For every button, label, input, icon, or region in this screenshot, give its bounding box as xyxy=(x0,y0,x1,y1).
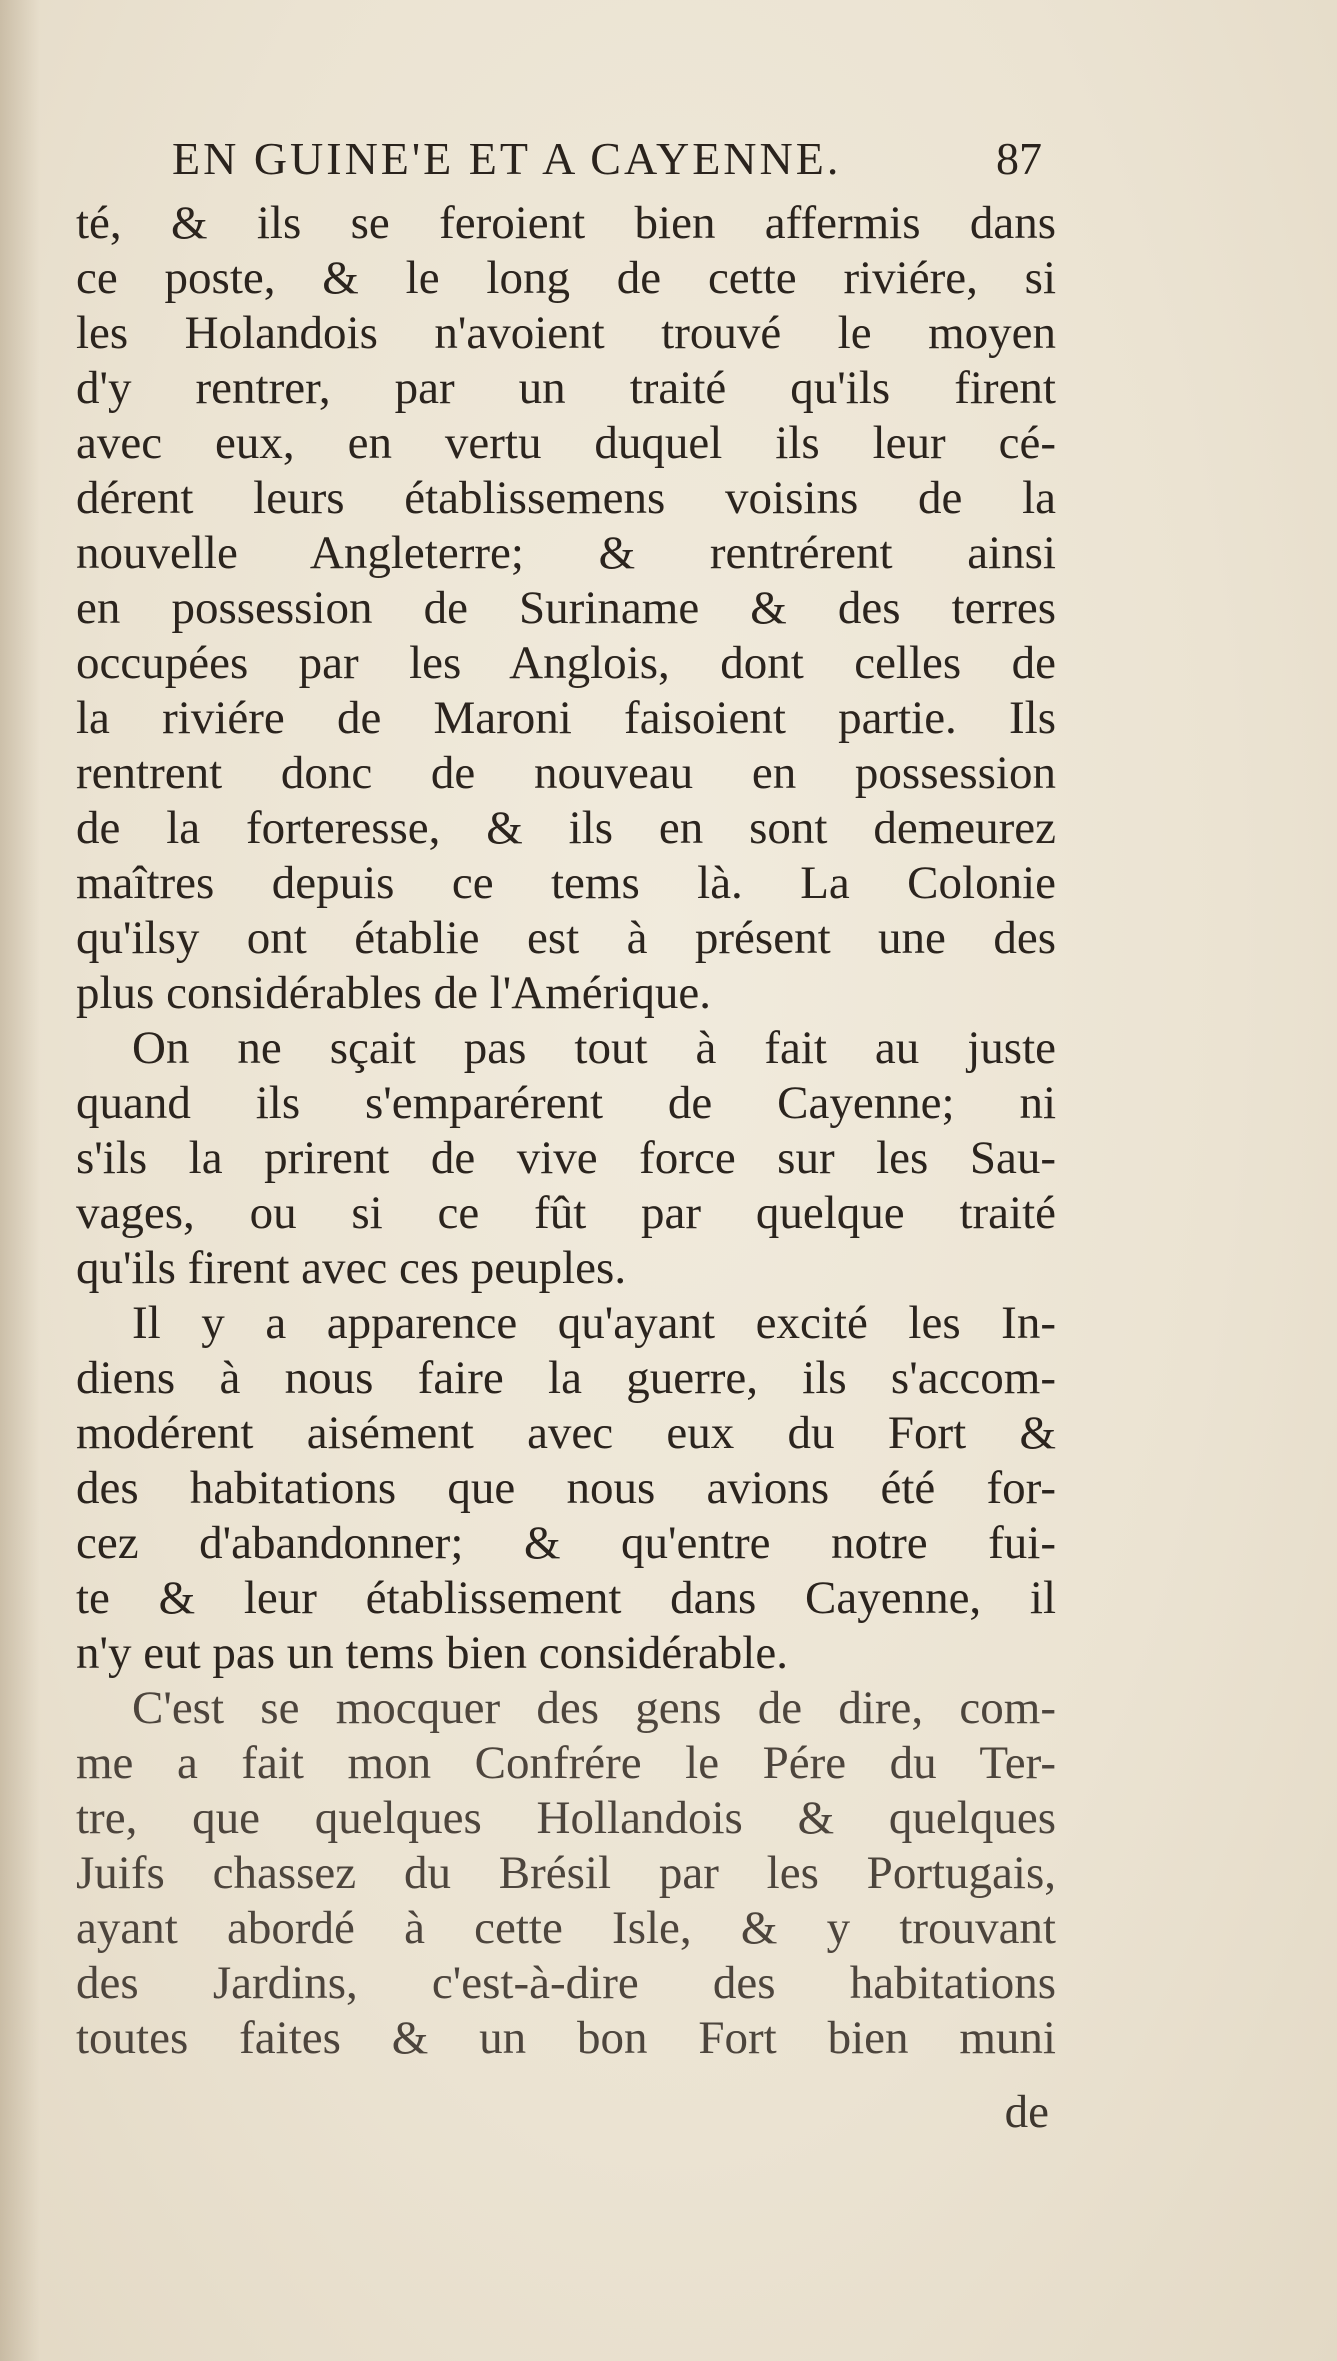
running-head: EN GUINE'E ET A CAYENNE. xyxy=(172,133,842,184)
text-line: d'y rentrer, par un traité qu'ils firent xyxy=(76,362,1056,414)
text-line: les Holandois n'avoient trouvé le moyen xyxy=(76,307,1056,359)
text-line: des habitations que nous avions été for- xyxy=(76,1462,1056,1514)
text-line: tre, que quelques Hollandois & quelques xyxy=(76,1792,1056,1844)
page-gutter-shadow xyxy=(0,0,40,2361)
catchword: de xyxy=(1004,2086,1049,2138)
text-line: ayant abordé à cette Isle, & y trouvant xyxy=(76,1902,1056,1954)
page-number: 87 xyxy=(996,133,1042,184)
text-line: cez d'abandonner; & qu'entre notre fui- xyxy=(76,1517,1056,1569)
text-line: s'ils la prirent de vive force sur les Sau- xyxy=(76,1132,1056,1184)
text-line: qu'ilsy ont établie est à présent une des xyxy=(76,912,1056,964)
text-line: la riviére de Maroni faisoient partie. Ils xyxy=(76,692,1056,744)
text-line: rentrent donc de nouveau en possession xyxy=(76,747,1056,799)
text-line: me a fait mon Confrére le Pére du Ter- xyxy=(76,1737,1056,1789)
paragraph-end-line: qu'ils firent avec ces peuples. xyxy=(76,1242,627,1294)
text-line: ce poste, & le long de cette riviére, si xyxy=(76,252,1056,304)
body-text xyxy=(76,196,1056,2066)
text-line: maîtres depuis ce tems là. La Colonie xyxy=(76,857,1056,909)
text-line: de la forteresse, & ils en sont demeurez xyxy=(76,802,1056,854)
paragraph-end-line: n'y eut pas un tems bien considérable. xyxy=(76,1627,788,1679)
text-line: vages, ou si ce fût par quelque traité xyxy=(76,1187,1056,1239)
text-line: nouvelle Angleterre; & rentrérent ainsi xyxy=(76,527,1056,579)
paragraph-start-line: Il y a apparence qu'ayant excité les In- xyxy=(132,1297,1056,1349)
paragraph-end-line: plus considérables de l'Amérique. xyxy=(76,967,711,1019)
text-line: des Jardins, c'est-à-dire des habitations xyxy=(76,1957,1056,2009)
text-line: modérent aisément avec eux du Fort & xyxy=(76,1407,1056,1459)
text-line: en possession de Suriname & des terres xyxy=(76,582,1056,634)
text-line: te & leur établissement dans Cayenne, il xyxy=(76,1572,1056,1624)
page-header xyxy=(172,124,1042,196)
text-line: avec eux, en vertu duquel ils leur cé- xyxy=(76,417,1056,469)
text-line: diens à nous faire la guerre, ils s'accom- xyxy=(76,1352,1056,1404)
text-line: té, & ils se feroient bien affermis dans xyxy=(76,197,1056,249)
text-line: dérent leurs établissemens voisins de la xyxy=(76,472,1056,524)
paragraph-start-line: On ne sçait pas tout à fait au juste xyxy=(132,1022,1056,1074)
text-line: occupées par les Anglois, dont celles de xyxy=(76,637,1056,689)
paragraph-start-line: C'est se mocquer des gens de dire, com- xyxy=(132,1682,1056,1734)
text-line: Juifs chassez du Brésil par les Portugais, xyxy=(76,1847,1056,1899)
text-line: quand ils s'emparérent de Cayenne; ni xyxy=(76,1077,1056,1129)
text-line: toutes faites & un bon Fort bien muni xyxy=(76,2012,1056,2064)
